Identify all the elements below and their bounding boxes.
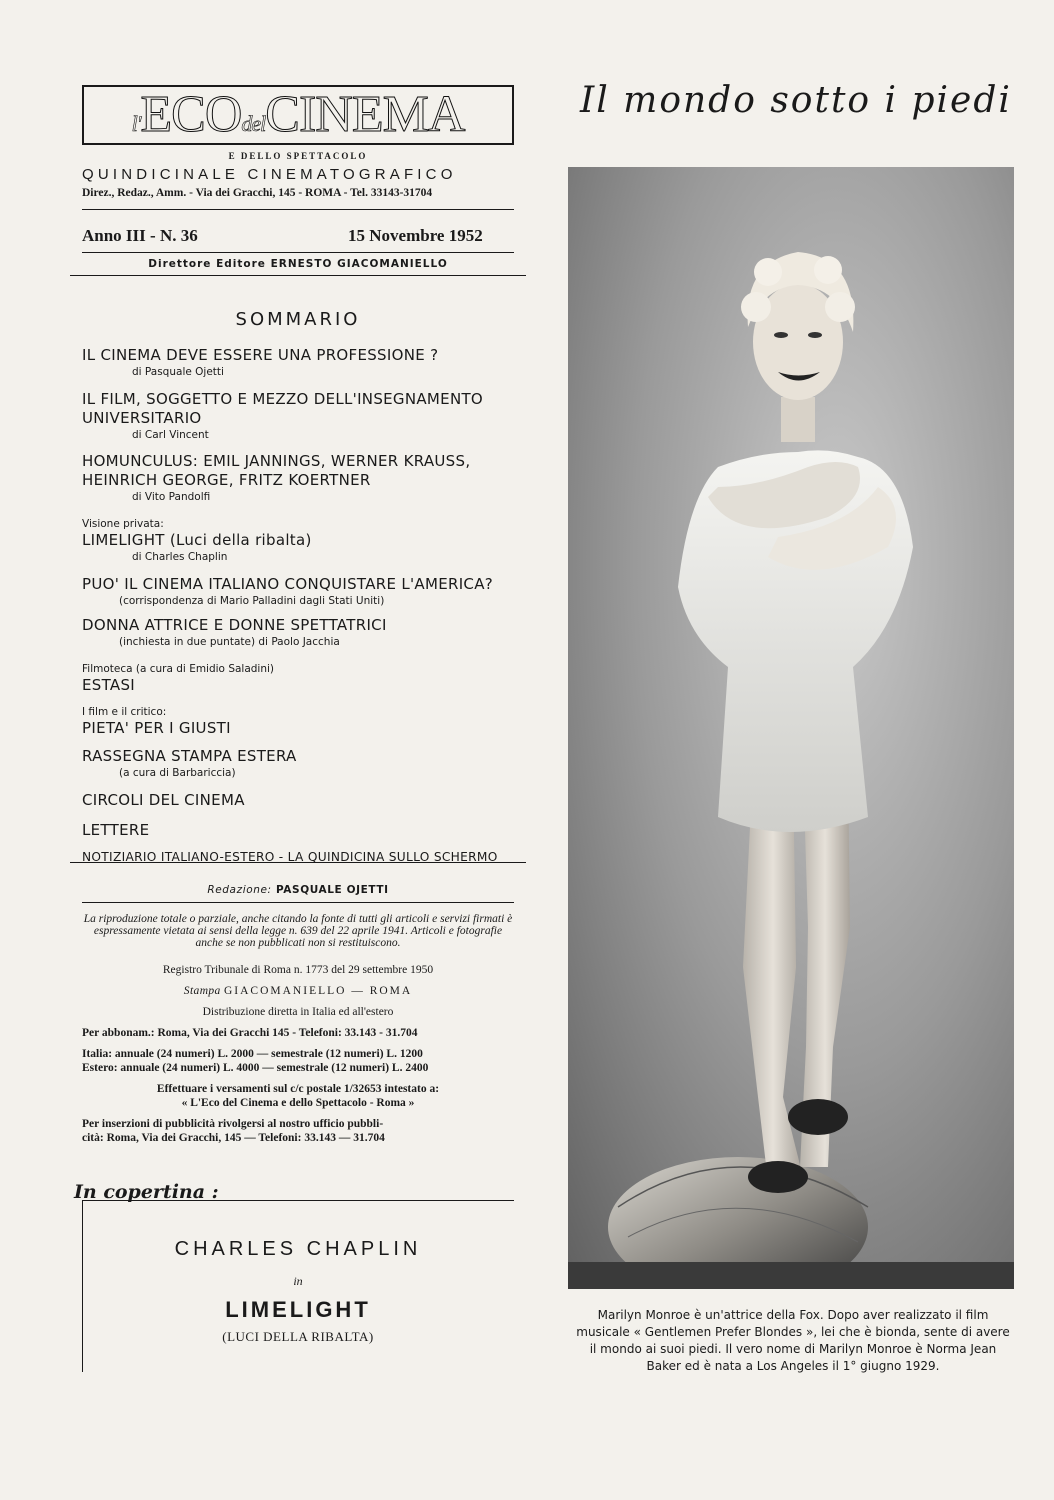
stampa-line [82,985,514,997]
cover-name: CHARLES CHAPLIN [174,1238,422,1260]
summary-entry [82,575,522,608]
entry-byline: (inchiesta in due puntate) di Paolo Jacchia [119,636,340,648]
cover-film-subtitle: (LUCI DELLA RIBALTA) [222,1329,374,1344]
feature-title: Il mondo sotto i piedi [580,80,1012,121]
summary-entry [82,518,522,564]
summary-entry [82,616,522,649]
title-del: del [241,111,266,136]
entry-heading: LIMELIGHT (Luci della ribalta) [82,531,312,549]
summary-title: SOMMARIO [235,309,361,330]
entry-heading: IL FILM, SOGGETTO E MEZZO DELL'INSEGNAMENTO UNIVERSITARIO [82,390,484,427]
summary-entry [82,663,522,695]
title-prefix: l' [131,111,141,136]
director-label: Direttore Editore [148,258,266,270]
entry-section-label: I film e il critico: [82,706,167,718]
italy-price-line: Italia: annuale (24 numeri) L. 2000 — semestrale (12 numeri) L. 1200 [82,1048,423,1060]
address: Direz., Redaz., Amm. - Via dei Gracchi, 145 - ROMA - Tel. 33143-31704 [82,187,433,199]
cover-label: In copertina : [74,1181,219,1203]
registro-line: Registro Tribunale di Roma n. 1773 del 29 settembre 1950 [162,964,434,976]
advertising-line: cità: Roma, Via dei Gracchi, 145 — Telefoni: 33.143 — 31.704 [82,1132,385,1144]
divider [82,252,514,253]
entry-heading: RASSEGNA STAMPA ESTERA [82,747,297,765]
entry-byline: di Charles Chaplin [132,551,228,563]
stampa-label: Stampa [183,985,221,997]
cover-film-title: LIMELIGHT [225,1297,371,1322]
subscription-line: Per abbonam.: Roma, Via dei Gracchi 145 - Telefoni: 33.143 - 31.704 [82,1027,418,1039]
director-name: ERNESTO GIACOMANIELLO [270,258,448,270]
masthead-subtitle: E DELLO SPETTACOLO [228,151,368,161]
entry-heading: HOMUNCULUS: EMIL JANNINGS, WERNER KRAUSS, HEINRICH GEORGE, FRITZ KOERTNER [82,452,471,489]
title-eco: ECO [140,86,242,143]
redazione-name: PASQUALE OJETTI [275,884,389,896]
entry-section-label: Visione privata: [82,518,164,530]
entry-section-label: Filmoteca (a cura di Emidio Saladini) [82,663,275,675]
entry-byline: (corrispondenza di Mario Palladini dagli Stati Uniti) [119,595,385,607]
abroad-price-line: Estero: annuale (24 numeri) L. 4000 — semestrale (12 numeri) L. 2400 [82,1062,429,1074]
summary-entry [82,848,522,867]
redazione-line [82,884,514,896]
summary-entry [82,390,522,442]
summary-entry [82,452,522,504]
issue-number: Anno III - N. 36 [82,226,198,245]
legal-notice: La riproduzione totale o parziale, anche citando la fonte di tutti gli articoli e servizi firmati è espressamente vietata ai sensi della legge n. 639 del 22 aprile 1941. Articoli e fotografie anche se non pubblicati non si restituiscono. [83,913,513,949]
entry-heading: ESTASI [82,676,136,694]
entry-heading: DONNA ATTRICE E DONNE SPETTATRICI [82,616,387,634]
title-cinema: CINEMA [265,86,465,143]
masthead-logo [82,85,514,145]
divider [82,902,514,903]
summary-entry [82,791,522,810]
entry-byline: di Vito Pandolfi [132,491,211,503]
entry-heading: NOTIZIARIO ITALIANO-ESTERO - LA QUINDICINA SULLO SCHERMO [82,850,498,864]
distribution-line: Distribuzione diretta in Italia ed all'estero [202,1006,394,1018]
summary-entry [82,706,522,738]
masthead-title [131,86,465,143]
summary-entry [82,821,522,840]
stampa-value: GIACOMANIELLO — ROMA [223,985,413,997]
cover-in: in [293,1274,303,1288]
summary-entry [82,747,522,780]
issue-date: 15 Novembre 1952 [348,226,483,245]
payment-recipient: « L'Eco del Cinema e dello Spettacolo - Roma » [181,1097,415,1109]
entry-byline: di Pasquale Ojetti [132,366,224,378]
entry-heading: CIRCOLI DEL CINEMA [82,791,245,809]
photo-caption: Marilyn Monroe è un'attrice della Fox. Dopo aver realizzato il film musicale « Gentlemen Prefer Blondes », lei che è bionda, sente di avere il mondo ai suoi piedi. Il vero nome di Marilyn Monroe è Norma Jean Baker ed è nata a Los Angeles il 1° giugno 1929. [576,1308,1010,1373]
entry-byline: di Carl Vincent [132,429,209,441]
entry-heading: PUO' IL CINEMA ITALIANO CONQUISTARE L'AMERICA? [82,575,494,593]
payment-line: Effettuare i versamenti sul c/c postale 1/32653 intestato a: [156,1083,440,1095]
summary-entry [82,346,522,379]
marilyn-monroe-photo [568,167,1014,1289]
entry-heading: IL CINEMA DEVE ESSERE UNA PROFESSIONE ? [82,346,439,364]
advertising-line: Per inserzioni di pubblicità rivolgersi al nostro ufficio pubbli- [82,1118,384,1130]
redazione-label: Redazione: [207,884,272,896]
tagline: QUINDICINALE CINEMATOGRAFICO [82,166,457,183]
entry-byline: (a cura di Barbariccia) [119,767,236,779]
director-line [82,258,514,270]
entry-heading: PIETA' PER I GIUSTI [82,719,231,737]
divider [82,209,514,210]
entry-heading: LETTERE [82,821,150,839]
